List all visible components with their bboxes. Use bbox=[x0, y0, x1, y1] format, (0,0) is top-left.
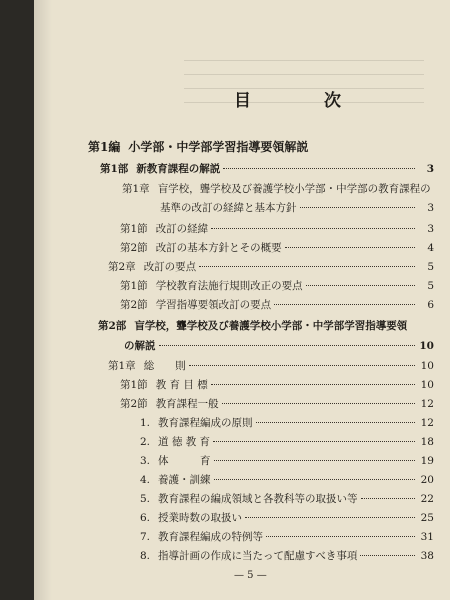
book-page bbox=[34, 0, 450, 600]
toc-entry-page: 6 bbox=[427, 299, 434, 311]
toc-entry-text: 指導計画の作成に当たって配慮すべき事項 bbox=[158, 550, 358, 562]
toc-entry-page: 12 bbox=[420, 417, 434, 429]
toc-entry bbox=[140, 452, 434, 470]
toc-entry-text: 教 育 目 標 bbox=[155, 379, 208, 391]
toc-entry bbox=[140, 471, 434, 489]
toc-entry-text: 新教育課程の解説 bbox=[136, 163, 221, 175]
toc-entry-number: 第2節 bbox=[120, 398, 148, 410]
toc-entry bbox=[120, 239, 434, 257]
toc-entry-page: 10 bbox=[420, 379, 434, 391]
toc-entry-number: 5. bbox=[140, 493, 151, 505]
toc-entry-number: 第1節 bbox=[120, 379, 148, 391]
toc-entry-text: 道 徳 教 育 bbox=[158, 436, 211, 448]
toc-entry-text: 授業時数の取扱い bbox=[158, 512, 243, 524]
toc-entry-number: 第1章 bbox=[122, 183, 150, 195]
toc-entry-page: 5 bbox=[427, 280, 434, 292]
toc-entry-page: 10 bbox=[419, 340, 434, 352]
toc-entry bbox=[120, 395, 434, 413]
toc-entry-page: 3 bbox=[426, 163, 434, 175]
leader-dots bbox=[189, 365, 415, 366]
toc-entry-text: の解説 bbox=[124, 340, 156, 352]
toc-entry-number: 第2章 bbox=[108, 261, 136, 273]
toc-entry-text: 盲学校，聾学校及び養護学校小学部・中学部学習指導要領 bbox=[134, 320, 408, 332]
toc-entry-page: 20 bbox=[420, 474, 434, 486]
toc-entry-number: 7. bbox=[140, 531, 151, 543]
toc-entry-number: 第2部 bbox=[98, 320, 127, 332]
toc-entry bbox=[122, 180, 434, 198]
toc-entry-text: 教育課程編成の特例等 bbox=[158, 531, 264, 543]
toc-entry-text: 教育課程の編成領域と各教科等の取扱い等 bbox=[158, 493, 358, 505]
toc-entry-page: 4 bbox=[427, 242, 434, 254]
leader-dots bbox=[213, 441, 415, 442]
toc-entry-number: 第1編 bbox=[88, 140, 121, 154]
leader-dots bbox=[214, 460, 415, 461]
toc-entry-text: 学習指導要領改訂の要点 bbox=[155, 299, 272, 311]
toc-entry bbox=[140, 528, 434, 546]
page-title: 目 次 bbox=[234, 91, 369, 111]
toc-entry-text: 改訂の経緯 bbox=[155, 223, 209, 235]
toc-entry-page: 19 bbox=[420, 455, 434, 467]
toc-entry-page: 25 bbox=[420, 512, 434, 524]
toc-entry-number: 第1節 bbox=[120, 223, 148, 235]
toc-entry-number: 第1章 bbox=[108, 360, 136, 372]
toc-entry bbox=[100, 160, 434, 178]
toc-entry bbox=[108, 258, 434, 276]
toc-entry bbox=[124, 337, 434, 355]
toc-entry-number: 第2節 bbox=[120, 299, 148, 311]
toc-entry bbox=[88, 138, 434, 156]
toc-entry bbox=[140, 509, 434, 527]
leader-dots bbox=[266, 536, 415, 537]
toc-entry-text: 教育課程編成の原則 bbox=[158, 417, 253, 429]
toc-entry-number: 第1節 bbox=[120, 280, 148, 292]
toc-entry-text: 養護・訓練 bbox=[158, 474, 211, 486]
leader-dots bbox=[245, 517, 415, 518]
toc-entry-page: 22 bbox=[420, 493, 434, 505]
toc-entry-page: 38 bbox=[420, 550, 434, 562]
leader-dots bbox=[256, 422, 415, 423]
toc-entry-text: 改訂の要点 bbox=[143, 261, 197, 273]
leader-dots bbox=[211, 384, 415, 385]
toc-entry-text: 基準の改訂の経緯と基本方針 bbox=[160, 202, 297, 214]
leader-dots bbox=[214, 479, 415, 480]
toc-entry-page: 12 bbox=[420, 398, 434, 410]
toc-entry bbox=[120, 277, 434, 295]
toc-entry-number: 4. bbox=[140, 474, 151, 486]
toc-entry-page: 3 bbox=[427, 223, 434, 235]
toc-entry-page: 18 bbox=[420, 436, 434, 448]
toc-entry-page: 10 bbox=[420, 360, 434, 372]
leader-dots bbox=[159, 345, 416, 346]
toc-entry bbox=[140, 490, 434, 508]
leader-dots bbox=[222, 403, 415, 404]
toc-entry-number: 第2節 bbox=[120, 242, 148, 254]
leader-dots bbox=[211, 228, 415, 229]
toc-entry bbox=[120, 296, 434, 314]
toc-entry-text: 体 育 bbox=[158, 455, 211, 467]
toc-entry bbox=[160, 199, 434, 217]
toc-entry-number: 1. bbox=[140, 417, 151, 429]
page-number: — 5 — bbox=[234, 570, 267, 581]
toc-entry-number: 6. bbox=[140, 512, 151, 524]
toc-entry bbox=[140, 547, 434, 565]
toc-entry bbox=[120, 220, 434, 238]
toc-entry bbox=[140, 433, 434, 451]
toc-entry-page: 31 bbox=[420, 531, 434, 543]
leader-dots bbox=[223, 168, 415, 169]
leader-dots bbox=[199, 266, 415, 267]
toc-entry-number: 2. bbox=[140, 436, 151, 448]
table-of-contents bbox=[34, 0, 450, 600]
toc-entry-text: 総 則 bbox=[143, 360, 186, 372]
leader-dots bbox=[285, 247, 415, 248]
leader-dots bbox=[361, 498, 415, 499]
toc-entry-text: 改訂の基本方針とその概要 bbox=[155, 242, 282, 254]
toc-entry-text: 教育課程一般 bbox=[155, 398, 219, 410]
toc-entry bbox=[98, 317, 434, 335]
leader-dots bbox=[300, 207, 416, 208]
toc-entry-number: 3. bbox=[140, 455, 151, 467]
toc-entry bbox=[120, 376, 434, 394]
toc-entry-page: 5 bbox=[427, 261, 434, 273]
toc-entry-text: 小学部・中学部学習指導要領解説 bbox=[128, 140, 309, 154]
toc-entry-text: 盲学校，聾学校及び養護学校小学部・中学部の教育課程の bbox=[157, 183, 431, 195]
leader-dots bbox=[360, 555, 415, 556]
toc-entry-text: 学校教育法施行規則改正の要点 bbox=[155, 280, 303, 292]
leader-dots bbox=[306, 285, 415, 286]
toc-entry bbox=[108, 357, 434, 375]
toc-entry bbox=[140, 414, 434, 432]
toc-entry-page: 3 bbox=[427, 202, 434, 214]
leader-dots bbox=[274, 304, 415, 305]
toc-entry-number: 第1部 bbox=[100, 163, 129, 175]
toc-entry-number: 8. bbox=[140, 550, 151, 562]
